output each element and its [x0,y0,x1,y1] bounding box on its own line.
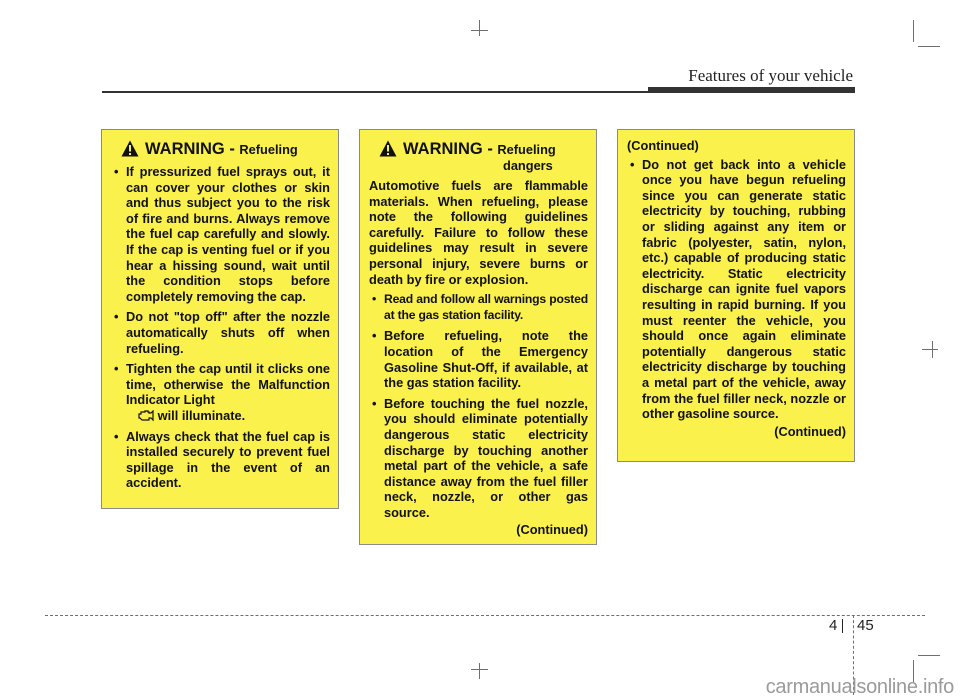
warning-list [627,157,846,422]
warning-triangle-icon [121,140,139,157]
continued-label: (Continued) [774,423,846,439]
section-title: Features of your vehicle [688,66,853,85]
warning-title: WARNING - Refueling [403,140,556,158]
list-item: • Do not get back into a vehicle once you have begun refueling since you can generate static electricity by touching, rubbing or sliding against any item or fabric (polyester, satin, nylon, etc.) capable of producing static electricity. Static electricity discharge can ignite fuel vapors resulting in rapid burning. If you must reenter the vehicle, you should once again eliminate potentially dangerous static electricity discharge by touching a metal part of the vehicle, away from the fuel filler neck, nozzle or other gasoline source. [627,157,846,422]
crop-mark-right-v [932,341,933,358]
watermark: carmanualsonline.info [765,676,954,698]
page-separator [842,619,843,633]
warning-list [369,292,588,520]
warning-triangle-icon [379,140,397,157]
crop-mark-top-h [471,30,488,31]
warning-intro: Automotive fuels are flammable materials. When refueling, please note the following guidelines carefully. Failure to follow these guidelines may result in severe personal injury, severe burns or death by fire or explosion. [369,178,588,287]
footer-rule [45,615,925,616]
warning-list [111,164,330,491]
list-item: • Always check that the fuel cap is installed securely to prevent fuel spillage in the event of an accident. [111,429,330,491]
crop-mark-top-v [479,20,480,36]
crop-mark-tr-v [913,20,914,42]
continued-heading: (Continued) [627,138,699,153]
warning-box-refueling-dangers [359,129,597,545]
warning-subtitle: dangers [503,158,553,173]
list-item: • Tighten the cap until it clicks one time, otherwise the Malfunction Indicator Light will illuminate. [111,361,330,423]
list-item: • Do not "top off" after the nozzle automatically shuts off when refueling. [111,309,330,356]
chapter-number: 4 [829,617,838,634]
warning-title: WARNING - Refueling [145,140,298,158]
crop-mark-br-h [918,655,940,656]
header-rule-accent [648,87,855,93]
warning-box-continued [617,129,855,462]
engine-check-icon [137,410,154,422]
list-item: • Before touching the fuel nozzle, you should eliminate potentially dangerous static electricity discharge by touching another metal part of the vehicle, a safe distance away from the fuel filler neck, nozzle, or other gas source. [369,396,588,521]
crop-mark-tr-h [918,46,940,47]
crop-mark-bottom-h [471,669,488,670]
list-item: • Before refueling, note the location of the Emergency Gasoline Shut-Off, if available, at the gas station facility. [369,328,588,390]
continued-label: (Continued) [516,522,588,538]
warning-header [111,142,330,164]
list-item: • If pressurized fuel sprays out, it can cover your clothes or skin and thus subject you to the risk of fire and burns. Always remove the fuel cap carefully and slowly. If the cap is venting fuel or if you hear a hissing sound, wait until the condition stops before completely removing the cap. [111,164,330,304]
warning-header [369,142,588,178]
crop-mark-right-h [922,349,938,350]
header-rule [102,91,648,93]
list-item: • Read and follow all warnings posted at the gas station facility. [369,292,588,323]
page-number: 45 [857,617,874,634]
warning-box-refueling [101,129,339,509]
crop-mark-bottom-v [479,663,480,679]
